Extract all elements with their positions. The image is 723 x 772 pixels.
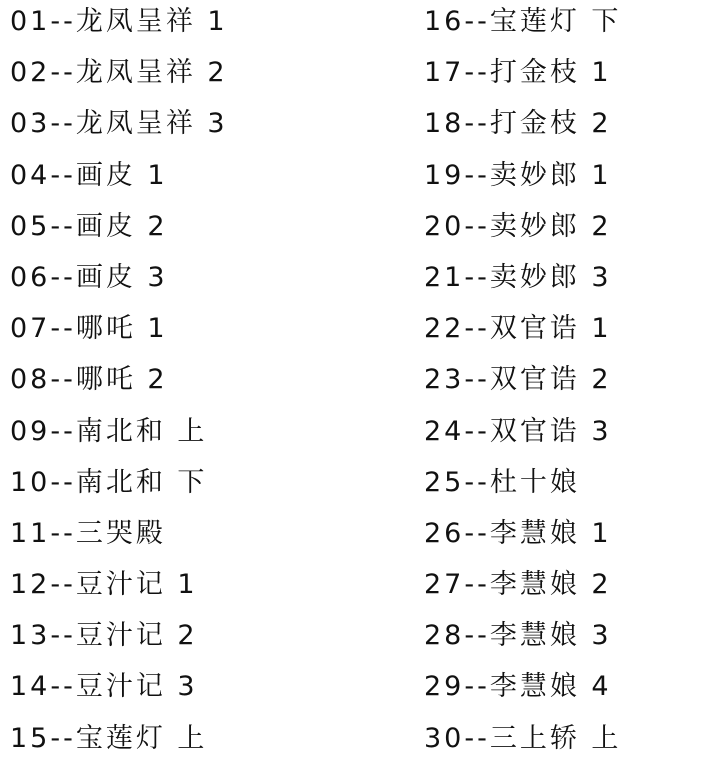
list-item: 07--哪吒 1 [10, 313, 168, 345]
list-item: 01--龙凤呈祥 1 [10, 6, 228, 37]
list-item: 02--龙凤呈祥 2 [10, 57, 228, 89]
list-item: 26--李慧娘 1 [424, 517, 612, 549]
list-item: 12--豆汁记 1 [10, 569, 198, 601]
list-item: 27--李慧娘 2 [424, 569, 612, 601]
list-item: 04--画皮 1 [10, 159, 168, 191]
list-item: 21--卖妙郎 3 [424, 261, 612, 293]
list-item: 29--李慧娘 4 [424, 671, 612, 703]
list-item: 11--三哭殿 [10, 517, 166, 549]
list-item: 10--南北和 下 [10, 466, 208, 498]
left-column-list [10, 4, 405, 772]
list-item: 17--打金枝 1 [424, 57, 612, 89]
list-item: 28--李慧娘 3 [424, 620, 612, 652]
list-item: 20--卖妙郎 2 [424, 210, 612, 242]
list-item: 18--打金枝 2 [424, 108, 612, 140]
list-item: 03--龙凤呈祥 3 [10, 108, 228, 140]
list-item: 22--双官诰 1 [424, 313, 612, 345]
list-item: 08--哪吒 2 [10, 364, 168, 396]
list-item: 09--南北和 上 [10, 415, 208, 447]
list-item: 30--三上轿 上 [424, 722, 622, 754]
list-item: 25--杜十娘 [424, 466, 580, 498]
list-item: 06--画皮 3 [10, 261, 168, 293]
list-item: 14--豆汁记 3 [10, 671, 198, 703]
list-item: 19--卖妙郎 1 [424, 159, 612, 191]
right-column-list [424, 4, 719, 772]
list-item: 23--双官诰 2 [424, 364, 612, 396]
list-item: 16--宝莲灯 下 [424, 6, 622, 37]
list-item: 15--宝莲灯 上 [10, 722, 208, 754]
list-item: 13--豆汁记 2 [10, 620, 198, 652]
list-item: 24--双官诰 3 [424, 415, 612, 447]
list-item: 05--画皮 2 [10, 210, 168, 242]
